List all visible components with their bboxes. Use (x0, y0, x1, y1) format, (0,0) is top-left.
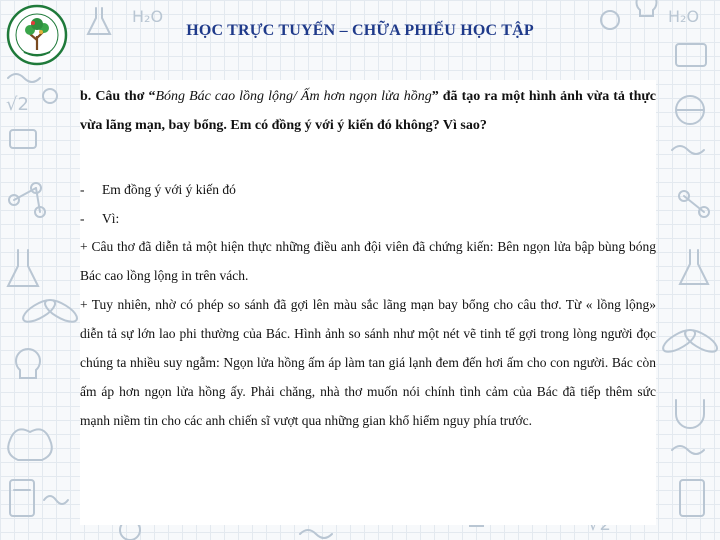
globe-icon (676, 96, 704, 124)
page-title: HỌC TRỰC TUYẾN – CHỮA PHIẾU HỌC TẬP (186, 22, 534, 39)
flask-icon (680, 250, 708, 284)
bullet-text: Vì: (102, 211, 120, 226)
bullet-item (80, 175, 656, 204)
bullet-dash: - (80, 182, 85, 197)
bulb-icon (16, 349, 40, 378)
squiggle-icon (300, 530, 332, 538)
bullet-text: Em đồng ý với ý kiến đó (102, 182, 236, 197)
brain-icon (8, 429, 52, 460)
content-panel (80, 80, 656, 525)
calculator-icon (680, 480, 704, 516)
h2o-icon: H₂O (132, 7, 164, 26)
book-icon (676, 44, 706, 66)
answer-paragraph: + Tuy nhiên, nhờ có phép so sánh đã gợi lên màu sắc lãng mạn bay bổng cho câu thơ. Từ « lồng lộng» diễn tả sự lớn lao phi thường của Bác. Hình ảnh so sánh như một nét vẽ tinh tế gợi trong lòng người đọc chúng ta nhiều suy ngẫm: Ngọn lửa hồng ấm áp làm tan giá lạnh đem đến hơi ấm cho con người. Bác còn ấm áp hơn ngọn lửa hồng ấy. Phải chăng, nhà thơ muốn nói chính tình cảm của Bác đã tiếp thêm sức mạnh niềm tin cho các anh chiến sĩ vượt qua những gian khổ hiểm nguy phía trước. (80, 297, 656, 428)
question-text (80, 82, 656, 140)
atom-icon (663, 330, 717, 352)
calculator-icon (10, 480, 34, 516)
question-suffix: ” đã tạo ra một hình ảnh vừa tả thực vừa lãng mạn, bay bổng. Em có đồng ý với ý kiến đó không? Vì sao? (80, 89, 657, 133)
molecule-bond (14, 188, 36, 200)
h2o-icon: H₂O (668, 7, 700, 26)
magnet-icon (676, 400, 704, 428)
answer-paragraph: + Câu thơ đã diễn tả một hiện thực những điều anh đội viên đã chứng kiến: Bên ngọn lửa bập bùng bóng Bác cao lồng lộng in trên vách. (80, 239, 656, 283)
squiggle-icon (672, 146, 704, 154)
squiggle-icon (672, 446, 704, 454)
bulb-icon (637, 0, 657, 16)
squiggle-icon (44, 496, 68, 504)
sqrt-icon: √2 (6, 94, 29, 115)
squiggle-icon (8, 74, 40, 82)
flask-icon (8, 250, 38, 286)
question-prefix: b. Câu thơ “ (80, 89, 156, 104)
question-quote: Bóng Bác cao lồng lộng/ Ấm hơn ngọn lửa hồng (155, 89, 432, 104)
book-icon (10, 130, 36, 148)
bullet-item (80, 204, 656, 233)
atom-icon (23, 300, 77, 322)
bullet-dash: - (80, 211, 85, 226)
ring-icon (43, 89, 57, 103)
